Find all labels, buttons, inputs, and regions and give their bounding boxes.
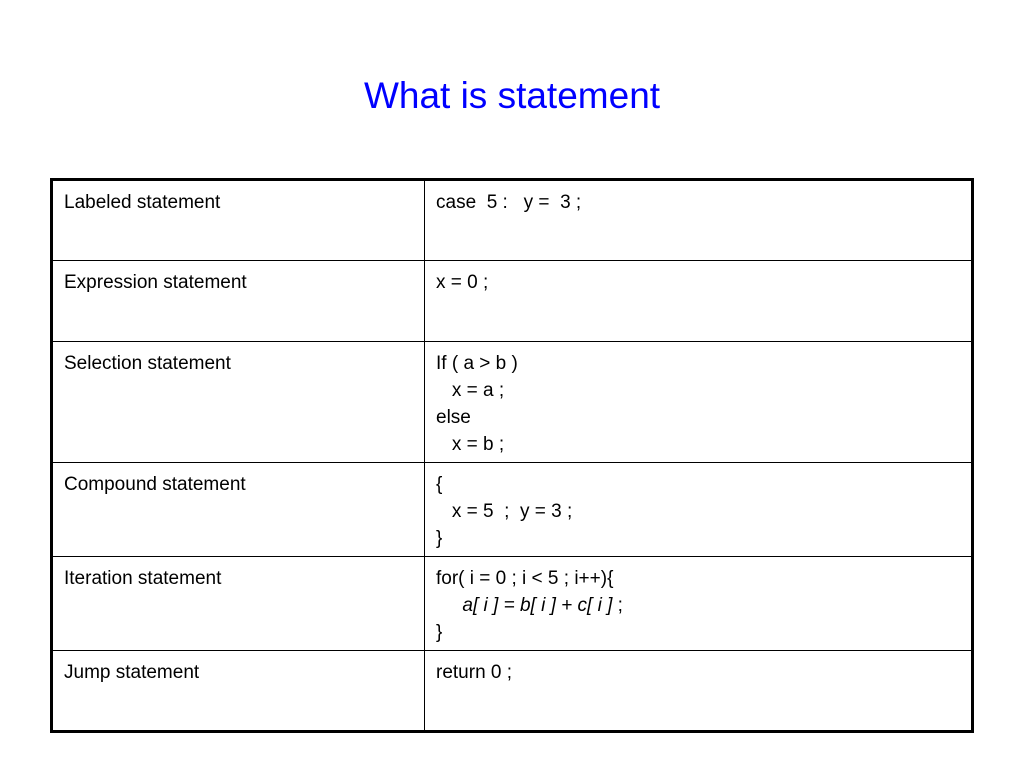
code-line: x = 5 ; y = 3 ; bbox=[436, 501, 573, 522]
code-line: return 0 ; bbox=[436, 662, 513, 683]
statement-table bbox=[50, 178, 974, 733]
code-line: x = a ; bbox=[436, 380, 505, 401]
table-row-jump bbox=[52, 651, 973, 732]
statement-code-cell bbox=[425, 261, 973, 342]
code-line: If ( a > b ) bbox=[436, 353, 518, 374]
statement-name: Selection statement bbox=[64, 353, 231, 374]
statement-name-cell bbox=[52, 463, 425, 557]
table-row-labeled bbox=[52, 180, 973, 261]
slide-title: What is statement bbox=[363, 75, 661, 116]
code-line: x = b ; bbox=[436, 434, 505, 455]
code-line: case 5 : y = 3 ; bbox=[436, 192, 582, 213]
statement-name-cell bbox=[52, 180, 425, 261]
statement-code-cell bbox=[425, 463, 973, 557]
statement-name: Expression statement bbox=[64, 272, 247, 293]
code-line: else bbox=[436, 407, 471, 428]
statement-name-cell bbox=[52, 342, 425, 463]
statement-name: Labeled statement bbox=[64, 192, 221, 213]
code-line-terminator: ; bbox=[612, 595, 623, 616]
table-row-expression bbox=[52, 261, 973, 342]
statement-name: Jump statement bbox=[64, 662, 200, 683]
statement-name: Compound statement bbox=[64, 474, 246, 495]
statement-name-cell bbox=[52, 651, 425, 732]
code-line-italic: a[ i ] = b[ i ] + c[ i ] bbox=[462, 595, 613, 616]
statement-code-cell bbox=[425, 180, 973, 261]
statement-name-cell bbox=[52, 261, 425, 342]
statement-code-cell bbox=[425, 651, 973, 732]
statement-name: Iteration statement bbox=[64, 568, 222, 589]
statement-code-cell bbox=[425, 342, 973, 463]
statement-name-cell bbox=[52, 557, 425, 651]
code-line: for( i = 0 ; i < 5 ; i++){ bbox=[436, 568, 614, 589]
code-line-body bbox=[436, 592, 961, 619]
code-line: } bbox=[436, 528, 443, 549]
code-line: } bbox=[436, 622, 443, 643]
statement-code-cell bbox=[425, 557, 973, 651]
table-row-selection bbox=[52, 342, 973, 463]
code-line: x = 0 ; bbox=[436, 272, 489, 293]
code-line: { bbox=[436, 474, 443, 495]
table-row-compound bbox=[52, 463, 973, 557]
table-row-iteration bbox=[52, 557, 973, 651]
